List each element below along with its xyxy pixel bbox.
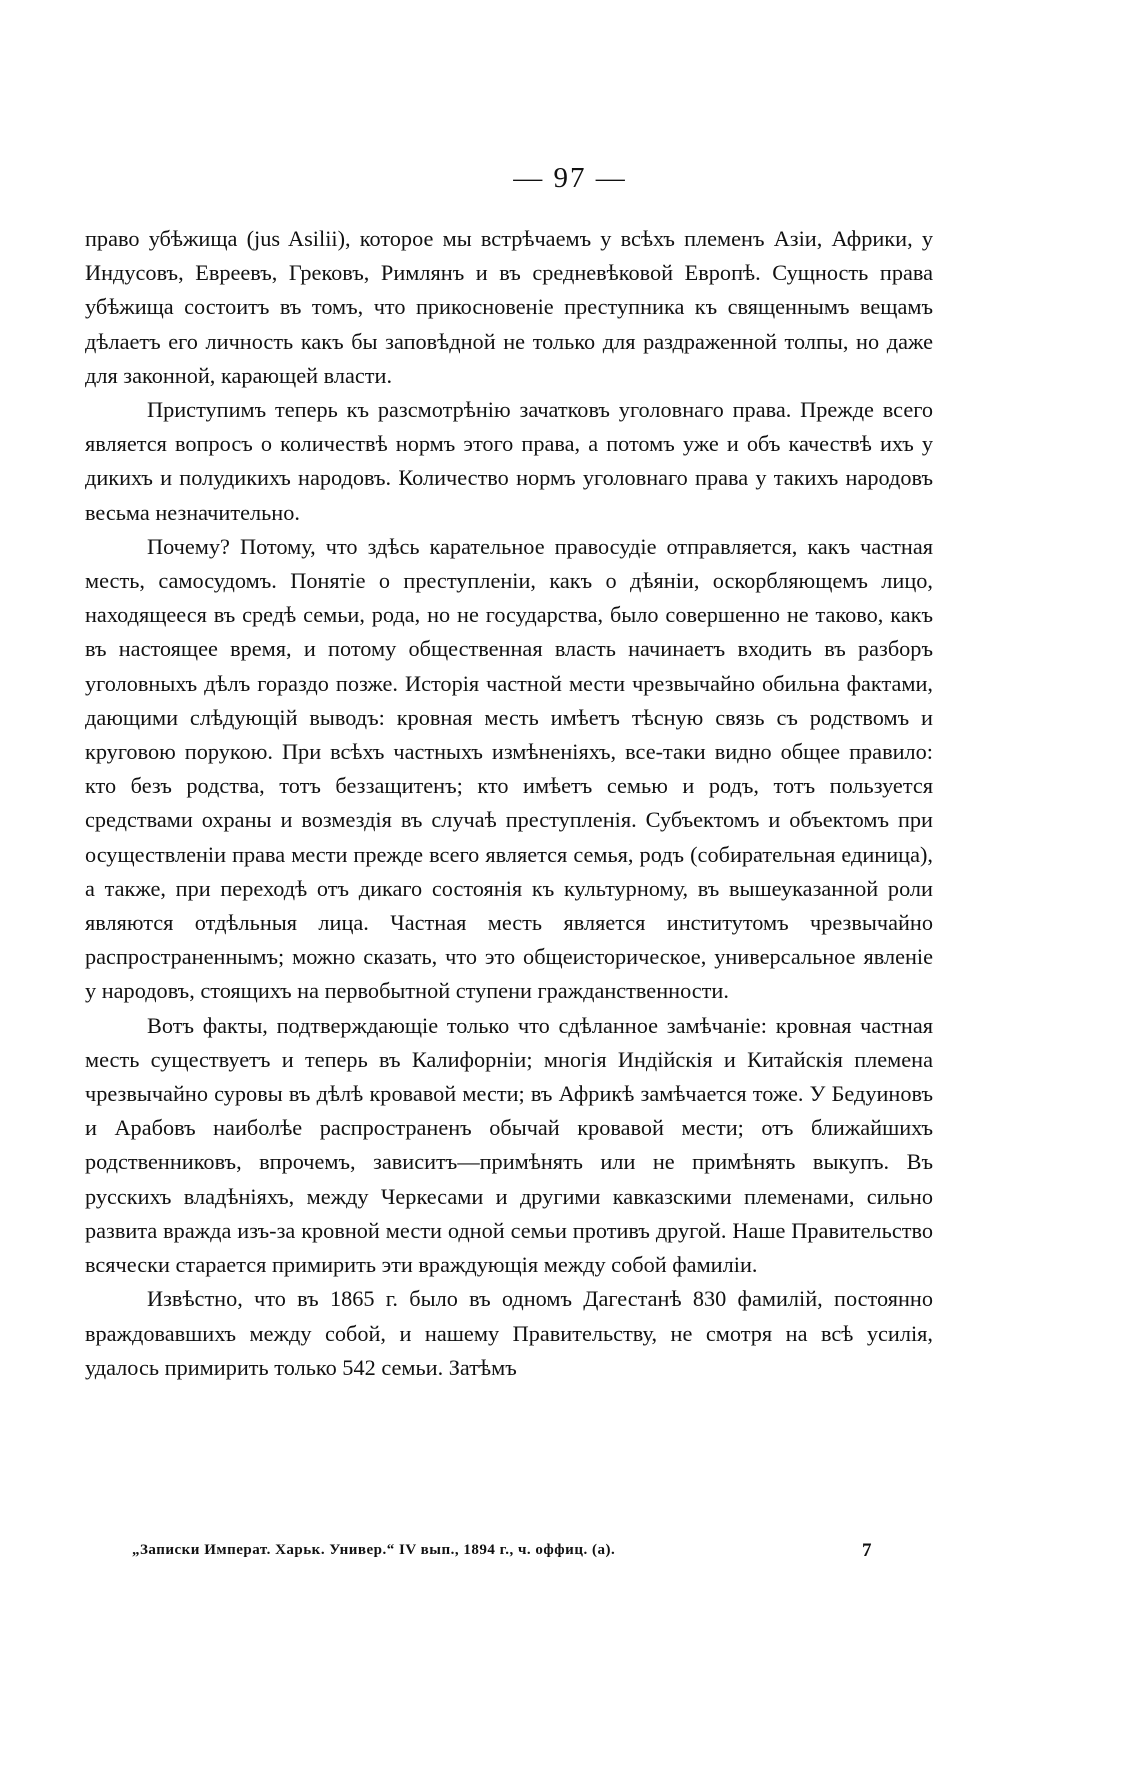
page-number: — 97 — (513, 162, 627, 194)
paragraph-3: Почему? Потому, что здѣсь карательное правосудіе отправляется, какъ частная месть, самосудомъ. Понятіе о преступленіи, какъ о дѣяніи, оскорбляющемъ лицо, находящееся въ средѣ семьи, рода, но не государства, было совершенно не таково, какъ въ настоящее время, и потому общественная власть начинаетъ входить въ разборъ уголовныхъ дѣлъ гораздо позже. Исторія частной мести чрезвычайно обильна фактами, дающими слѣдующій выводъ: кровная месть имѣетъ тѣсную связь съ родствомъ и круговою порукою. При всѣхъ частныхъ измѣненіяхъ, все-таки видно общее правило: кто безъ родства, тотъ беззащитенъ; кто имѣетъ семью и родъ, тотъ пользуется средствами охраны и возмездія въ случаѣ преступленія. Субъектомъ и объектомъ при осуществленіи права мести прежде всего является семья, родъ (собирательная единица), а также, при переходѣ отъ дикаго состоянія къ культурному, въ вышеуказанной роли являются отдѣльныя лица. Частная месть является институтомъ чрезвычайно распространеннымъ; можно сказать, что это общеисторическое, универсальное явленіе у народовъ, стоящихъ на первобытной ступени гражданственности. (85, 533, 933, 1004)
paragraph-4: Вотъ факты, подтверждающіе только что сдѣланное замѣчаніе: кровная частная месть существуетъ и теперь въ Калифорніи; многія Индійскія и Китайскія племена чрезвычайно суровы въ дѣлѣ кровавой мести; въ Африкѣ замѣчается тоже. У Бедуиновъ и Арабовъ наиболѣе распространенъ обычай кровавой мести; отъ ближайшихъ родственниковъ, впрочемъ, зависитъ—примѣнять или не примѣнять выкупъ. Въ русскихъ владѣніяхъ, между Черкесами и другими кавказскими племенами, сильно развита вражда изъ-за кровной мести одной семьи противъ другой. Наше Правительство всячески старается примирить эти враждующія между собой фамиліи. (85, 1012, 933, 1278)
paragraph-5: Извѣстно, что въ 1865 г. было въ одномъ Дагестанѣ 830 фамилій, постоянно враждовавшихъ между собой, и нашему Правительству, не смотря на всѣ усилія, удалось примирить только 542 семьи. Затѣмъ (85, 1286, 933, 1380)
footer-citation: „Записки Императ. Харьк. Универ.“ IV вып., 1894 г., ч. оффиц. (а). (132, 1542, 616, 1558)
paragraph-1: право убѣжища (jus Asilii), которое мы встрѣчаемъ у всѣхъ племенъ Азіи, Африки, у Индусовъ, Евреевъ, Грековъ, Римлянъ и въ средневѣковой Европѣ. Сущность права убѣжища состоитъ въ томъ, что прикосновеніе преступника къ священнымъ вещамъ дѣлаетъ его личность какъ бы заповѣдной не только для раздраженной толпы, но даже для законной, карающей власти. (85, 226, 933, 388)
body-text (85, 222, 933, 1385)
signature-mark: 7 (862, 1540, 872, 1561)
paragraph-2: Приступимъ теперь къ разсмотрѣнію зачатковъ уголовнаго права. Прежде всего является вопросъ о количествѣ нормъ этого права, а потомъ уже и объ качествѣ ихъ у дикихъ и полудикихъ народовъ. Количество нормъ уголовнаго права у такихъ народовъ весьма незначительно. (85, 397, 933, 525)
